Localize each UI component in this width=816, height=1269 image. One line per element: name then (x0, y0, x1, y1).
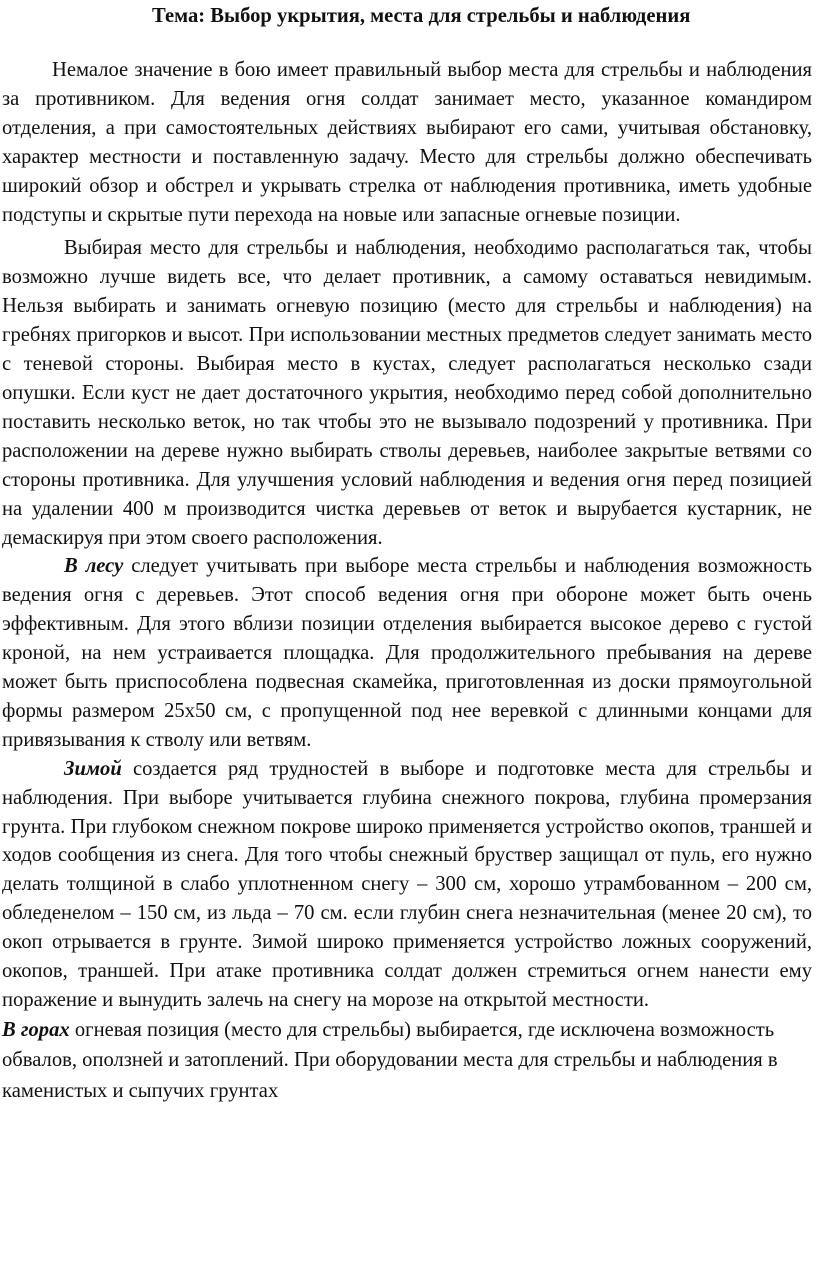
paragraph-text: следует учитывать при выборе места стрельбы и наблюдения возможность ведения огня с деревьев. Этот способ ведения огня при обороне может быть очень эффективным. Для этого вблизи позиции отделения выбирается высокое дерево с густой кроной, на нем устраивается площадка. Для продолжительного пребывания на дереве может быть приспособлена подвесная скамейка, приготовленная из доски прямоугольной формы размером 25х50 см, с пропущенной под нее веревкой с длинными концами для привязывания к стволу или ветвям. (2, 555, 812, 751)
paragraph-lead-in-mountains: В горах (2, 1018, 70, 1041)
paragraph-text: огневая позиция (место для стрельбы) выбирается, где исключена возможность обвалов, оползней и затоплений. При оборудовании места для стрельбы и наблюдения в каменистых и сыпучих грунтах (2, 1018, 778, 1102)
paragraph-text: Немалое значение в бою имеет правильный выбор места для стрельбы и наблюдения за противником. Для ведения огня солдат занимает место, указанное командиром отделения, а при самостоятельных действиях выбирают его сами, учитывая обстановку, характер местности и поставленную задачу. Место для стрельбы должно обеспечивать широкий обзор и обстрел и укрывать стрелка от наблюдения противника, иметь удобные подступы и скрытые пути перехода на новые или запасные огневые позиции. (2, 59, 812, 226)
paragraph-in-mountains (2, 1015, 812, 1107)
paragraph-lead-in-winter: Зимой (64, 757, 122, 780)
paragraph-choosing-position (2, 234, 812, 552)
paragraph-text: создается ряд трудностей в выборе и подготовке места для стрельбы и наблюдения. При выборе учитывается глубина снежного покрова, глубина промерзания грунта. При глубоком снежном покрове широко применяется устройство окопов, траншей и ходов сообщения из снега. Для того чтобы снежный бруствер защищал от пуль, его нужно делать толщиной в слабо уплотненном снегу – 300 см, хорошо утрамбованном – 200 см, обледенелом – 150 см, из льда – 70 см. если глубин снега незначительная (менее 20 см), то окоп отрывается в грунте. Зимой широко применяется устройство ложных сооружений, окопов, траншей. При атаке противника солдат должен стремиться огнем нанести ему поражение и вынудить залечь на снегу на морозе на открытой местности. (2, 757, 812, 1011)
paragraph-in-forest (2, 552, 812, 754)
document-title: Тема: Выбор укрытия, места для стрельбы и наблюдения (152, 5, 691, 27)
paragraph-in-winter (2, 755, 812, 1015)
paragraph-text: Выбирая место для стрельбы и наблюдения, необходимо располагаться так, чтобы возможно лучше видеть все, что делает противник, а самому оставаться невидимым. Нельзя выбирать и занимать огневую позицию (место для стрельбы и наблюдения) на гребнях пригорков и высот. При использовании местных предметов следует занимать место с теневой стороны. Выбирая место в кустах, следует располагаться несколько сзади опушки. Если куст не дает достаточного укрытия, необходимо перед собой дополнительно поставить несколько веток, но так чтобы это не вызывало подозрений у противника. При расположении на дереве нужно выбирать стволы деревьев, наиболее закрытые ветвями со стороны противника. Для улучшения условий наблюдения и ведения огня перед позицией на удалении 400 м производится чистка деревьев от веток и вырубается кустарник, не демаскируя при этом своего расположения. (2, 237, 812, 549)
paragraph-lead-in-forest: В лесу (64, 555, 124, 578)
paragraph-firing-position-importance (2, 56, 812, 229)
